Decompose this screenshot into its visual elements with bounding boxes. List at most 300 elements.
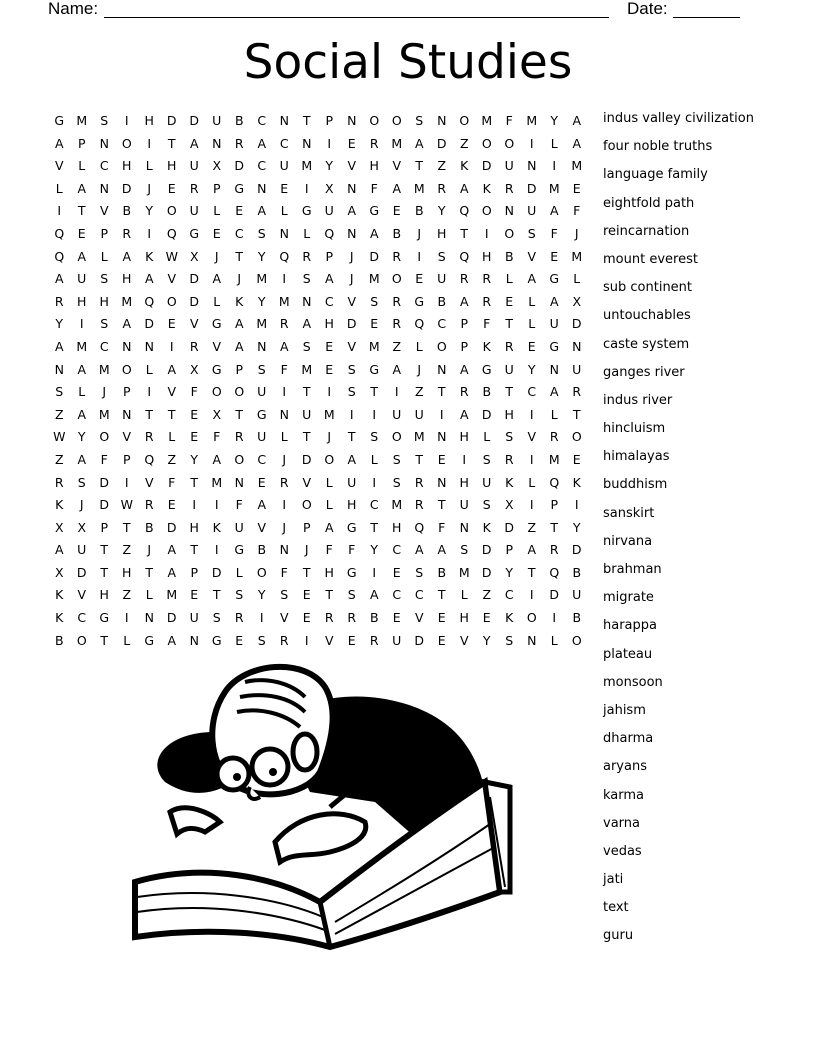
grid-letter[interactable]: E [167,180,176,196]
grid-letter[interactable]: A [122,316,132,332]
grid-letter[interactable]: L [528,316,536,332]
grid-letter[interactable]: S [392,451,401,467]
grid-letter[interactable]: E [392,564,401,580]
grid-letter[interactable]: M [571,248,583,264]
grid-letter[interactable]: S [370,429,379,445]
grid-letter[interactable]: L [460,587,468,603]
grid-letter[interactable]: R [234,429,244,445]
grid-letter[interactable]: T [527,564,536,580]
grid-letter[interactable]: A [167,632,177,648]
grid-letter[interactable]: R [324,610,334,626]
grid-letter[interactable]: M [166,587,178,603]
grid-letter[interactable]: B [414,203,424,219]
grid-letter[interactable]: F [573,203,581,219]
grid-letter[interactable]: I [192,497,197,513]
grid-letter[interactable]: C [414,587,424,603]
grid-letter[interactable]: O [166,203,177,219]
grid-letter[interactable]: H [122,564,132,580]
grid-letter[interactable]: J [147,542,152,558]
grid-letter[interactable]: P [302,519,311,535]
grid-letter[interactable]: X [504,497,514,513]
grid-letter[interactable]: V [77,587,87,603]
grid-letter[interactable]: V [347,338,357,354]
grid-letter[interactable]: D [526,180,537,196]
grid-letter[interactable]: O [211,384,222,400]
grid-letter[interactable]: U [504,158,514,174]
grid-letter[interactable]: N [572,338,582,354]
grid-letter[interactable]: K [145,248,154,264]
grid-letter[interactable]: E [392,203,401,219]
grid-letter[interactable]: D [504,519,515,535]
grid-letter[interactable]: R [437,180,447,196]
grid-letter[interactable]: U [234,519,244,535]
grid-letter[interactable]: L [483,429,491,445]
grid-letter[interactable]: F [213,429,221,445]
grid-letter[interactable]: D [166,610,177,626]
grid-letter[interactable]: D [189,113,200,128]
grid-letter[interactable]: U [572,587,582,603]
grid-letter[interactable]: C [437,316,447,332]
grid-letter[interactable]: A [437,542,447,558]
grid-letter[interactable]: Y [437,203,446,219]
grid-letter[interactable]: R [414,497,424,513]
grid-letter[interactable]: Y [145,203,154,219]
grid-letter[interactable]: F [370,180,378,196]
grid-letter[interactable]: E [572,451,581,467]
grid-letter[interactable]: D [481,406,492,422]
grid-letter[interactable]: B [144,519,154,535]
grid-letter[interactable]: T [100,542,109,558]
grid-letter[interactable]: T [235,406,244,422]
grid-letter[interactable]: R [392,293,402,309]
grid-letter[interactable]: C [369,497,379,513]
grid-letter[interactable]: H [437,225,447,241]
grid-letter[interactable]: T [437,384,446,400]
grid-letter[interactable]: I [124,113,129,128]
grid-letter[interactable]: I [282,384,287,400]
grid-letter[interactable]: B [482,384,492,400]
grid-letter[interactable]: C [257,158,267,174]
grid-letter[interactable]: R [234,610,244,626]
grid-letter[interactable]: R [572,384,582,400]
grid-letter[interactable]: Q [549,564,560,580]
grid-letter[interactable]: K [572,474,581,490]
grid-letter[interactable]: I [304,632,309,648]
grid-letter[interactable]: V [54,158,64,174]
grid-letter[interactable]: M [571,158,583,174]
grid-letter[interactable]: H [122,271,132,287]
grid-letter[interactable]: O [234,384,245,400]
grid-letter[interactable]: I [372,564,377,580]
grid-letter[interactable]: C [257,451,267,467]
grid-letter[interactable]: X [212,158,222,174]
grid-letter[interactable]: F [325,542,333,558]
grid-letter[interactable]: E [392,610,401,626]
grid-letter[interactable]: T [100,564,109,580]
grid-letter[interactable]: C [504,587,514,603]
grid-letter[interactable]: U [302,406,312,422]
grid-letter[interactable]: P [77,135,86,151]
grid-letter[interactable]: G [211,632,222,648]
grid-letter[interactable]: I [372,474,377,490]
grid-letter[interactable]: I [57,203,62,219]
grid-letter[interactable]: J [349,271,354,287]
grid-letter[interactable]: L [78,158,86,174]
grid-letter[interactable]: T [505,316,514,332]
grid-letter[interactable]: A [392,180,402,196]
grid-letter[interactable]: U [482,474,492,490]
grid-letter[interactable]: U [347,474,357,490]
grid-letter[interactable]: A [414,542,424,558]
grid-letter[interactable]: G [211,316,222,332]
grid-letter[interactable]: V [347,293,357,309]
grid-letter[interactable]: H [99,587,109,603]
grid-letter[interactable]: N [54,361,64,377]
grid-letter[interactable]: Q [414,519,425,535]
grid-letter[interactable]: D [99,497,110,513]
grid-letter[interactable]: A [54,338,64,354]
grid-letter[interactable]: N [302,293,312,309]
grid-letter[interactable]: A [189,135,199,151]
grid-letter[interactable]: D [301,451,312,467]
grid-letter[interactable]: Q [166,225,177,241]
grid-letter[interactable]: L [550,406,558,422]
grid-letter[interactable]: F [100,451,108,467]
grid-letter[interactable]: Y [257,293,266,309]
grid-letter[interactable]: O [99,429,110,445]
grid-letter[interactable]: N [279,406,289,422]
grid-letter[interactable]: S [527,225,536,241]
grid-letter[interactable]: S [100,271,109,287]
grid-letter[interactable]: E [77,225,86,241]
grid-letter[interactable]: D [211,564,222,580]
grid-letter[interactable]: O [504,135,515,151]
grid-letter[interactable]: T [235,248,244,264]
grid-letter[interactable]: E [415,271,424,287]
grid-letter[interactable]: D [369,248,380,264]
grid-letter[interactable]: I [552,158,557,174]
grid-letter[interactable]: L [528,474,536,490]
grid-letter[interactable]: P [235,361,244,377]
grid-letter[interactable]: L [235,564,243,580]
grid-letter[interactable]: V [392,158,402,174]
grid-letter[interactable]: C [99,338,109,354]
grid-letter[interactable]: S [370,293,379,309]
grid-letter[interactable]: X [54,519,64,535]
grid-letter[interactable]: Y [370,542,379,558]
grid-letter[interactable]: R [369,632,379,648]
grid-letter[interactable]: I [124,474,129,490]
grid-letter[interactable]: R [54,474,64,490]
grid-letter[interactable]: S [280,587,289,603]
grid-letter[interactable]: U [527,203,537,219]
grid-letter[interactable]: Y [572,519,581,535]
grid-letter[interactable]: M [256,316,268,332]
grid-letter[interactable]: Y [505,564,514,580]
grid-letter[interactable]: T [190,542,199,558]
grid-letter[interactable]: M [548,451,560,467]
grid-letter[interactable]: U [189,158,199,174]
grid-letter[interactable]: R [459,271,469,287]
grid-letter[interactable]: I [529,497,534,513]
grid-letter[interactable]: Y [190,451,199,467]
grid-letter[interactable]: Z [54,406,64,422]
grid-letter[interactable]: S [482,451,491,467]
grid-letter[interactable]: V [527,248,537,264]
grid-letter[interactable]: H [122,158,132,174]
grid-letter[interactable]: B [572,610,582,626]
grid-letter[interactable]: C [257,113,267,128]
grid-letter[interactable]: P [122,451,131,467]
grid-letter[interactable]: N [144,338,154,354]
grid-letter[interactable]: J [327,429,332,445]
grid-letter[interactable]: F [505,113,513,128]
grid-letter[interactable]: N [234,474,244,490]
grid-letter[interactable]: H [77,293,87,309]
grid-letter[interactable]: L [280,429,288,445]
grid-letter[interactable]: U [189,203,199,219]
grid-letter[interactable]: N [549,361,559,377]
grid-letter[interactable]: L [213,293,221,309]
grid-letter[interactable]: R [122,225,132,241]
grid-letter[interactable]: R [504,180,514,196]
grid-letter[interactable]: P [505,542,514,558]
grid-letter[interactable]: V [167,384,177,400]
grid-letter[interactable]: E [325,338,334,354]
grid-letter[interactable]: R [144,497,154,513]
grid-letter[interactable]: T [167,135,176,151]
grid-letter[interactable]: X [189,361,199,377]
grid-letter[interactable]: K [505,610,514,626]
grid-letter[interactable]: Q [54,225,65,241]
grid-letter[interactable]: N [504,203,514,219]
grid-letter[interactable]: P [325,113,334,128]
grid-letter[interactable]: I [147,225,152,241]
grid-letter[interactable]: E [505,293,514,309]
grid-letter[interactable]: N [527,632,537,648]
grid-letter[interactable]: G [369,203,380,219]
grid-letter[interactable]: S [415,564,424,580]
grid-letter[interactable]: B [257,542,267,558]
grid-letter[interactable]: A [549,384,559,400]
grid-letter[interactable]: I [349,406,354,422]
grid-letter[interactable]: A [54,271,64,287]
grid-letter[interactable]: O [391,271,402,287]
grid-letter[interactable]: H [99,293,109,309]
grid-letter[interactable]: I [394,384,399,400]
grid-letter[interactable]: L [415,338,423,354]
grid-letter[interactable]: D [189,271,200,287]
grid-letter[interactable]: M [121,293,133,309]
grid-letter[interactable]: B [572,564,582,580]
grid-letter[interactable]: A [347,451,357,467]
grid-letter[interactable]: S [257,361,266,377]
grid-letter[interactable]: S [437,248,446,264]
grid-letter[interactable]: S [347,384,356,400]
grid-letter[interactable]: R [504,338,514,354]
grid-letter[interactable]: Y [325,158,334,174]
grid-letter[interactable]: R [549,429,559,445]
grid-letter[interactable]: E [190,406,199,422]
grid-letter[interactable]: A [527,271,537,287]
grid-letter[interactable]: E [347,632,356,648]
grid-letter[interactable]: R [189,338,199,354]
grid-letter[interactable]: J [282,519,287,535]
grid-letter[interactable]: M [98,361,110,377]
grid-letter[interactable]: A [347,203,357,219]
grid-letter[interactable]: D [166,519,177,535]
grid-letter[interactable]: N [437,474,447,490]
grid-letter[interactable]: A [572,113,582,128]
grid-letter[interactable]: A [459,293,469,309]
grid-letter[interactable]: P [460,316,469,332]
grid-letter[interactable]: Z [527,519,537,535]
grid-letter[interactable]: N [99,180,109,196]
grid-letter[interactable]: U [572,361,582,377]
grid-letter[interactable]: F [190,384,198,400]
grid-letter[interactable]: M [548,180,560,196]
grid-letter[interactable]: A [572,135,582,151]
grid-letter[interactable]: E [347,135,356,151]
grid-letter[interactable]: Q [279,248,290,264]
grid-letter[interactable]: S [302,338,311,354]
grid-letter[interactable]: S [77,474,86,490]
grid-letter[interactable]: I [574,497,579,513]
grid-letter[interactable]: N [122,406,132,422]
grid-letter[interactable]: A [549,203,559,219]
grid-letter[interactable]: G [144,632,155,648]
grid-letter[interactable]: O [121,135,132,151]
grid-letter[interactable]: O [391,429,402,445]
grid-letter[interactable]: E [302,610,311,626]
grid-letter[interactable]: I [529,135,534,151]
grid-letter[interactable]: O [481,135,492,151]
grid-letter[interactable]: X [189,248,199,264]
grid-letter[interactable]: A [459,361,469,377]
grid-letter[interactable]: F [168,474,176,490]
grid-letter[interactable]: A [369,225,379,241]
grid-letter[interactable]: R [504,451,514,467]
grid-letter[interactable]: H [144,113,154,128]
grid-letter[interactable]: O [391,113,402,128]
grid-letter[interactable]: T [302,429,311,445]
grid-letter[interactable]: T [460,225,469,241]
grid-letter[interactable]: E [482,610,491,626]
grid-letter[interactable]: S [212,610,221,626]
grid-letter[interactable]: U [392,632,402,648]
grid-letter[interactable]: S [302,271,311,287]
grid-letter[interactable]: I [124,610,129,626]
grid-letter[interactable]: A [77,248,87,264]
grid-letter[interactable]: H [459,474,469,490]
grid-letter[interactable]: U [437,271,447,287]
grid-letter[interactable]: T [370,384,379,400]
grid-letter[interactable]: G [211,361,222,377]
grid-letter[interactable]: E [572,180,581,196]
grid-letter[interactable]: E [167,316,176,332]
grid-letter[interactable]: M [391,135,403,151]
grid-letter[interactable]: U [459,497,469,513]
grid-letter[interactable]: E [550,248,559,264]
grid-letter[interactable]: S [482,497,491,513]
grid-letter[interactable]: U [212,113,222,128]
grid-letter[interactable]: Z [482,587,492,603]
grid-letter[interactable]: P [100,225,109,241]
grid-letter[interactable]: T [302,113,311,128]
grid-letter[interactable]: Z [459,135,469,151]
grid-letter[interactable]: P [122,384,131,400]
grid-letter[interactable]: P [460,338,469,354]
grid-letter[interactable]: F [483,316,491,332]
grid-letter[interactable]: Y [257,587,266,603]
grid-letter[interactable]: T [122,519,131,535]
grid-letter[interactable]: I [147,135,152,151]
grid-letter[interactable]: K [55,497,64,513]
grid-letter[interactable]: S [505,429,514,445]
grid-letter[interactable]: B [392,225,402,241]
grid-letter[interactable]: H [504,406,514,422]
grid-letter[interactable]: I [327,384,332,400]
grid-letter[interactable]: I [529,406,534,422]
grid-letter[interactable]: N [279,225,289,241]
grid-letter[interactable]: N [144,610,154,626]
grid-letter[interactable]: U [189,610,199,626]
grid-letter[interactable]: T [550,519,559,535]
grid-letter[interactable]: G [99,610,110,626]
grid-letter[interactable]: N [257,338,267,354]
grid-letter[interactable]: R [414,474,424,490]
name-blank[interactable] [104,17,609,18]
grid-letter[interactable]: I [372,406,377,422]
grid-letter[interactable]: T [370,519,379,535]
grid-letter[interactable]: N [189,632,199,648]
grid-letter[interactable]: A [257,203,267,219]
grid-letter[interactable]: A [324,519,334,535]
grid-letter[interactable]: D [144,316,155,332]
grid-letter[interactable]: J [214,248,219,264]
grid-letter[interactable]: H [189,519,199,535]
grid-letter[interactable]: N [347,180,357,196]
grid-letter[interactable]: U [549,316,559,332]
grid-letter[interactable]: I [282,497,287,513]
grid-letter[interactable]: D [414,632,425,648]
grid-letter[interactable]: Y [55,316,64,332]
grid-letter[interactable]: A [144,271,154,287]
grid-letter[interactable]: L [55,180,63,196]
grid-letter[interactable]: C [392,587,402,603]
grid-letter[interactable]: O [256,564,267,580]
grid-letter[interactable]: E [527,338,536,354]
grid-letter[interactable]: R [279,316,289,332]
grid-letter[interactable]: W [165,248,178,264]
grid-letter[interactable]: H [324,564,334,580]
grid-letter[interactable]: O [76,632,87,648]
grid-letter[interactable]: I [552,610,557,626]
grid-letter[interactable]: I [484,225,489,241]
grid-letter[interactable]: A [122,248,132,264]
grid-letter[interactable]: N [122,338,132,354]
grid-letter[interactable]: A [212,271,222,287]
grid-letter[interactable]: M [301,158,313,174]
grid-letter[interactable]: M [76,113,88,128]
grid-letter[interactable]: M [458,564,470,580]
grid-letter[interactable]: N [279,113,289,128]
grid-letter[interactable]: L [100,248,108,264]
grid-letter[interactable]: T [100,632,109,648]
grid-letter[interactable]: P [325,248,334,264]
grid-letter[interactable]: T [347,429,356,445]
grid-letter[interactable]: E [235,632,244,648]
